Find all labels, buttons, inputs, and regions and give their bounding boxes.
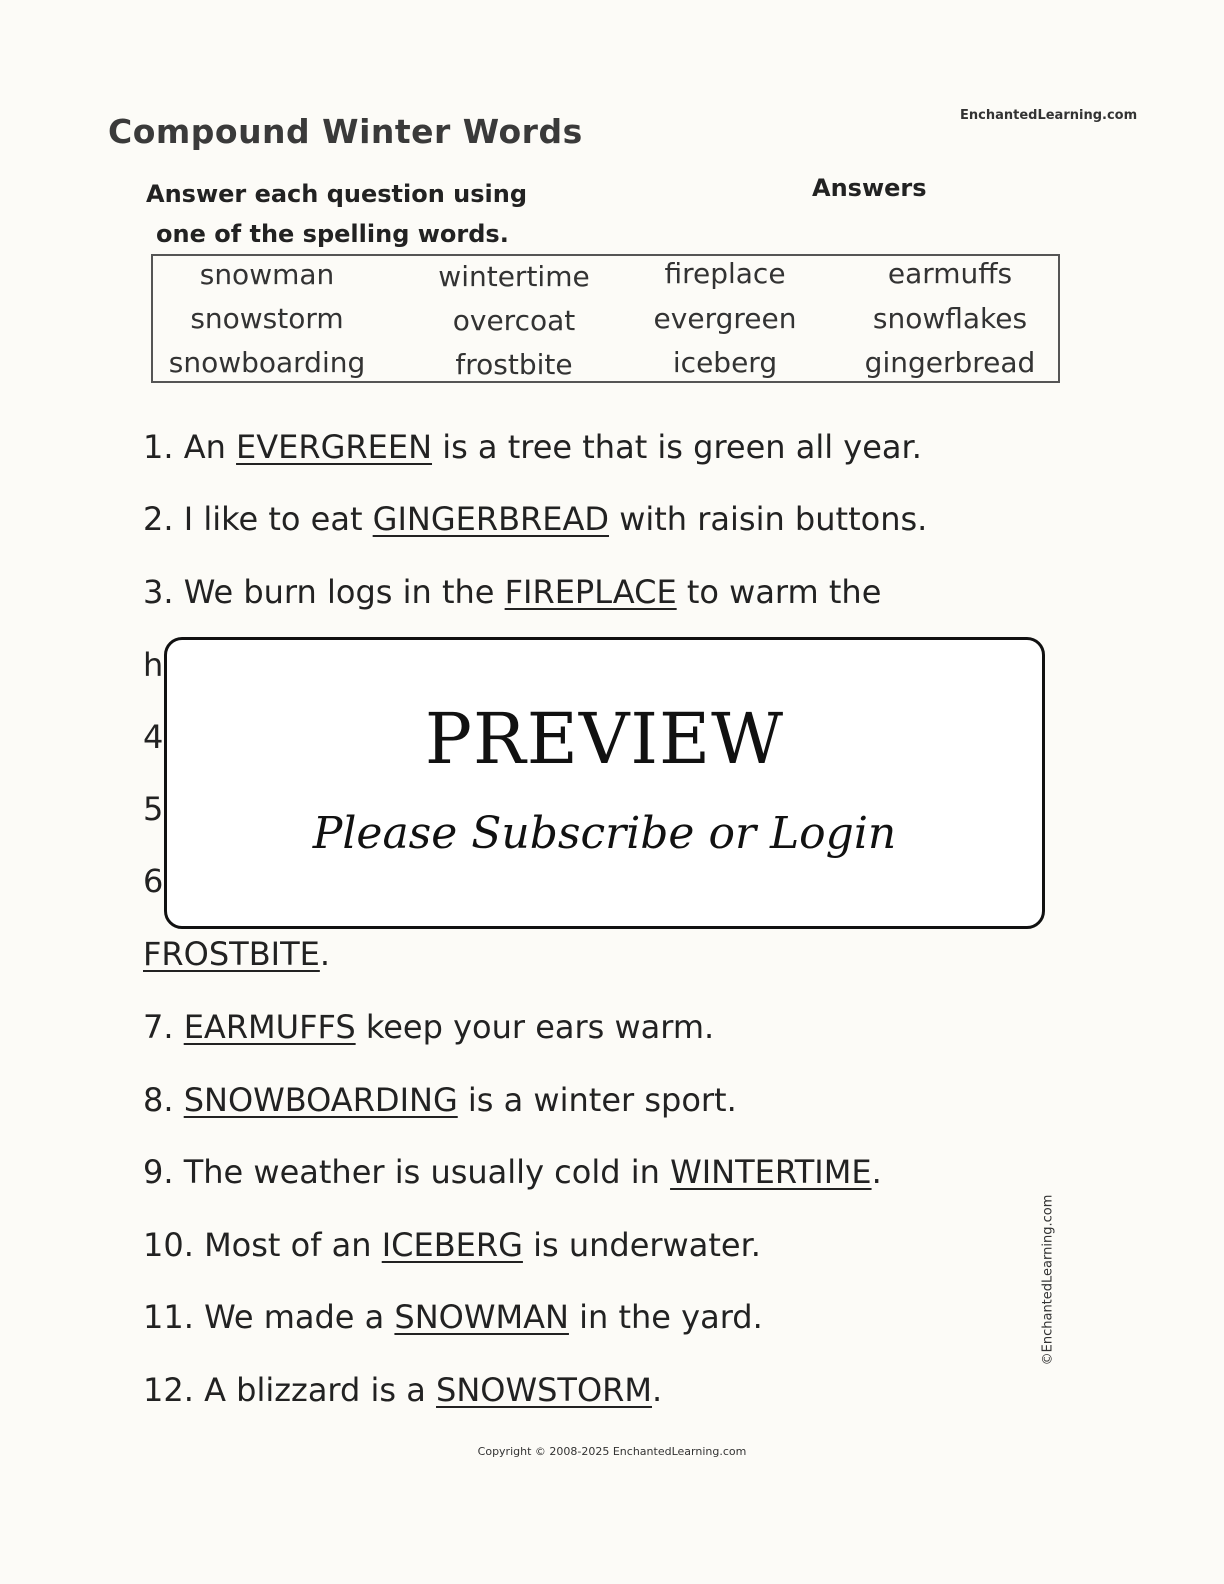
question-text: h — [143, 646, 164, 684]
word-bank-word: gingerbread — [864, 346, 1036, 379]
word-bank-word: snowflakes — [872, 302, 1028, 335]
word-bank-word: snowman — [199, 258, 335, 291]
answer-text: GINGERBREAD — [372, 500, 610, 538]
question-4 — [143, 718, 163, 756]
instructions-line-2: one of the spelling words. — [156, 220, 509, 248]
answer-text: FROSTBITE — [143, 935, 320, 973]
subscribe-login-prompt[interactable]: Please Subscribe or Login — [312, 808, 897, 859]
question-text: 3. We burn logs in the — [143, 573, 505, 611]
word-bank — [151, 254, 1060, 383]
preview-overlay[interactable] — [164, 637, 1045, 929]
word-bank-word: earmuffs — [887, 257, 1013, 290]
word-bank-word: frostbite — [455, 348, 573, 381]
question-text: 1. An — [143, 428, 237, 466]
question-3 — [143, 573, 881, 611]
answer-text: EVERGREEN — [236, 428, 433, 466]
question-text: with raisin buttons. — [609, 500, 928, 538]
question-1 — [143, 428, 922, 466]
question-3-continued — [143, 646, 163, 684]
word-bank-word: snowboarding — [168, 346, 366, 379]
question-text: in the yard. — [568, 1298, 763, 1336]
question-6 — [143, 862, 163, 900]
question-9 — [143, 1153, 882, 1191]
word-bank-word: snowstorm — [190, 302, 344, 335]
footer-copyright: Copyright © 2008-2025 EnchantedLearning.com — [477, 1445, 747, 1458]
question-text: 12. A blizzard is a — [143, 1371, 437, 1409]
question-text: is a tree that is green all year. — [432, 428, 922, 466]
question-text: 9. The weather is usually cold in — [143, 1153, 671, 1191]
question-text: is a winter sport. — [457, 1081, 737, 1119]
question-text: . — [319, 935, 331, 973]
answer-text: SNOWSTORM — [436, 1371, 652, 1409]
question-text: 4 — [143, 718, 164, 756]
question-2 — [143, 500, 927, 538]
word-bank-word: overcoat — [452, 304, 576, 337]
question-12 — [143, 1371, 662, 1409]
answer-text: EARMUFFS — [183, 1008, 356, 1046]
answer-text: WINTERTIME — [670, 1153, 872, 1191]
word-bank-word: wintertime — [438, 260, 590, 293]
answer-text: SNOWMAN — [394, 1298, 569, 1336]
question-11 — [143, 1298, 763, 1336]
word-bank-word: fireplace — [664, 257, 786, 290]
word-bank-word: iceberg — [672, 346, 778, 379]
question-7 — [143, 1008, 714, 1046]
question-6-continued — [143, 935, 330, 973]
question-8 — [143, 1081, 737, 1119]
preview-title: PREVIEW — [424, 698, 785, 780]
question-text: keep your ears warm. — [355, 1008, 715, 1046]
instructions — [146, 174, 527, 254]
question-text: . — [871, 1153, 882, 1191]
answer-text: FIREPLACE — [504, 573, 677, 611]
question-text: 10. Most of an — [143, 1226, 382, 1264]
question-text: 5 — [143, 790, 164, 828]
question-text: . — [651, 1371, 663, 1409]
question-5 — [143, 790, 163, 828]
question-text: 11. We made a — [143, 1298, 395, 1336]
instructions-line-1: Answer each question using — [146, 180, 528, 208]
question-10 — [143, 1226, 761, 1264]
question-text: to warm the — [676, 573, 882, 611]
answer-text: ICEBERG — [381, 1226, 523, 1264]
page-title: Compound Winter Words — [108, 112, 583, 151]
answers-label: Answers — [812, 174, 927, 202]
side-copyright: ©EnchantedLearning.com — [1040, 1194, 1056, 1366]
question-text: 6 — [143, 862, 164, 900]
site-name: EnchantedLearning.com — [960, 108, 1138, 123]
word-bank-word: evergreen — [653, 302, 797, 335]
question-text: is underwater. — [522, 1226, 761, 1264]
question-text: 7. — [143, 1008, 184, 1046]
question-text: 2. I like to eat — [143, 500, 373, 538]
answer-text: SNOWBOARDING — [183, 1081, 458, 1119]
question-text: 8. — [143, 1081, 184, 1119]
